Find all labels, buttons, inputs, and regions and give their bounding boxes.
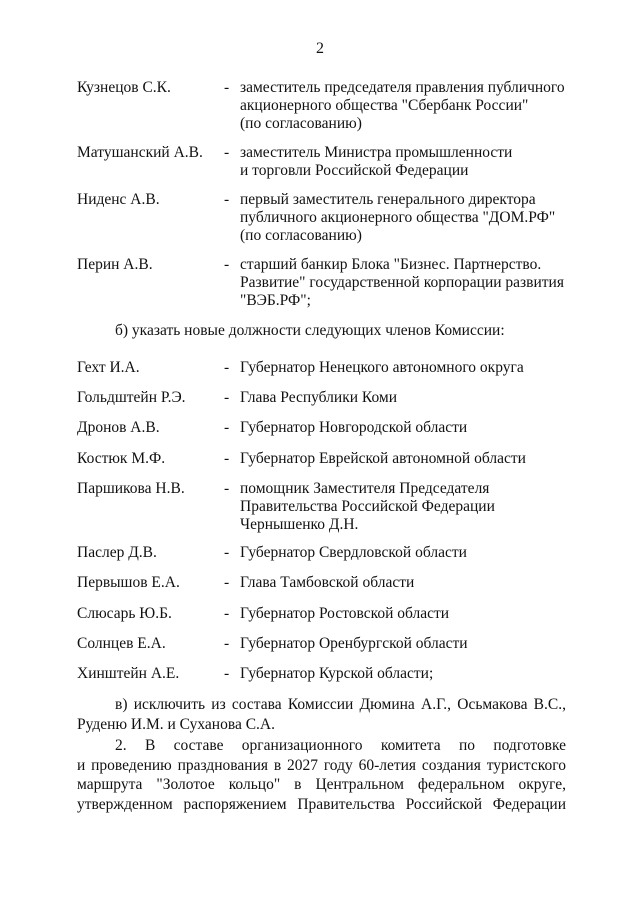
member-name: Паслер Д.В. bbox=[77, 544, 157, 561]
dash: - bbox=[224, 450, 230, 467]
dash: - bbox=[224, 359, 230, 376]
member-role: старший банкир Блока "Бизнес. Партнерство. Развитие" государственной корпорации развития "ВЭБ.РФ"; bbox=[240, 256, 564, 309]
member-role: заместитель председателя правления публичного акционерного общества "Сбербанк России" (по согласованию) bbox=[240, 79, 565, 132]
member-name: Гольдштейн Р.Э. bbox=[77, 389, 186, 406]
member-role: первый заместитель генерального директора публичного акционерного общества "ДОМ.РФ" (по согласованию) bbox=[240, 191, 556, 244]
member-role: Глава Республики Коми bbox=[240, 389, 398, 406]
dash: - bbox=[224, 419, 230, 436]
member-name: Кузнецов С.К. bbox=[77, 79, 171, 96]
intro-b: б) указать новые должности следующих членов Комиссии: bbox=[115, 322, 505, 339]
member-role: Губернатор Ненецкого автономного округа bbox=[240, 359, 524, 376]
member-name: Костюк М.Ф. bbox=[77, 450, 166, 467]
dash: - bbox=[224, 480, 230, 497]
dash: - bbox=[224, 665, 230, 682]
paragraph-2: 2. В составе организационного комитета по подготовке и проведению празднования в 2027 году 60-летия создания туристского маршрута "Золотое кольцо" в Центральном федеральном округе, утвержденном распоряжением Правительства Российской Федерации bbox=[77, 737, 566, 813]
member-role: Глава Тамбовской области bbox=[240, 574, 415, 591]
dash: - bbox=[224, 144, 230, 161]
member-role: Губернатор Новгородской области bbox=[240, 419, 468, 436]
member-role: Губернатор Еврейской автономной области bbox=[240, 450, 526, 467]
dash: - bbox=[224, 635, 230, 652]
member-name: Солнцев Е.А. bbox=[77, 635, 166, 652]
member-name: Дронов А.В. bbox=[77, 419, 160, 436]
member-role: помощник Заместителя Председателя Правительства Российской Федерации Чернышенко Д.Н. bbox=[240, 480, 495, 533]
member-name: Слюсарь Ю.Б. bbox=[77, 605, 172, 622]
member-name: Гехт И.А. bbox=[77, 359, 140, 376]
dash: - bbox=[224, 389, 230, 406]
member-role: заместитель Министра промышленности и торговли Российской Федерации bbox=[240, 144, 513, 179]
dash: - bbox=[224, 256, 230, 273]
page-number: 2 bbox=[316, 40, 324, 57]
dash: - bbox=[224, 605, 230, 622]
dash: - bbox=[224, 544, 230, 561]
paragraph-c: в) исключить из состава Комиссии Дюмина А.Г., Осьмакова В.С., Руденю И.М. и Суханова С.А. bbox=[77, 696, 566, 733]
member-role: Губернатор Свердловской области bbox=[240, 544, 467, 561]
member-role: Губернатор Курской области; bbox=[240, 665, 434, 682]
member-name: Перин А.В. bbox=[77, 256, 153, 273]
member-name: Матушанский А.В. bbox=[77, 144, 203, 161]
member-name: Ниденс А.В. bbox=[77, 191, 160, 208]
dash: - bbox=[224, 191, 230, 208]
member-role: Губернатор Ростовской области bbox=[240, 605, 450, 622]
member-role: Губернатор Оренбургской области bbox=[240, 635, 468, 652]
member-name: Паршикова Н.В. bbox=[77, 480, 185, 497]
member-name: Первышов Е.А. bbox=[77, 574, 180, 591]
dash: - bbox=[224, 79, 230, 96]
dash: - bbox=[224, 574, 230, 591]
member-name: Хинштейн А.Е. bbox=[77, 665, 180, 682]
